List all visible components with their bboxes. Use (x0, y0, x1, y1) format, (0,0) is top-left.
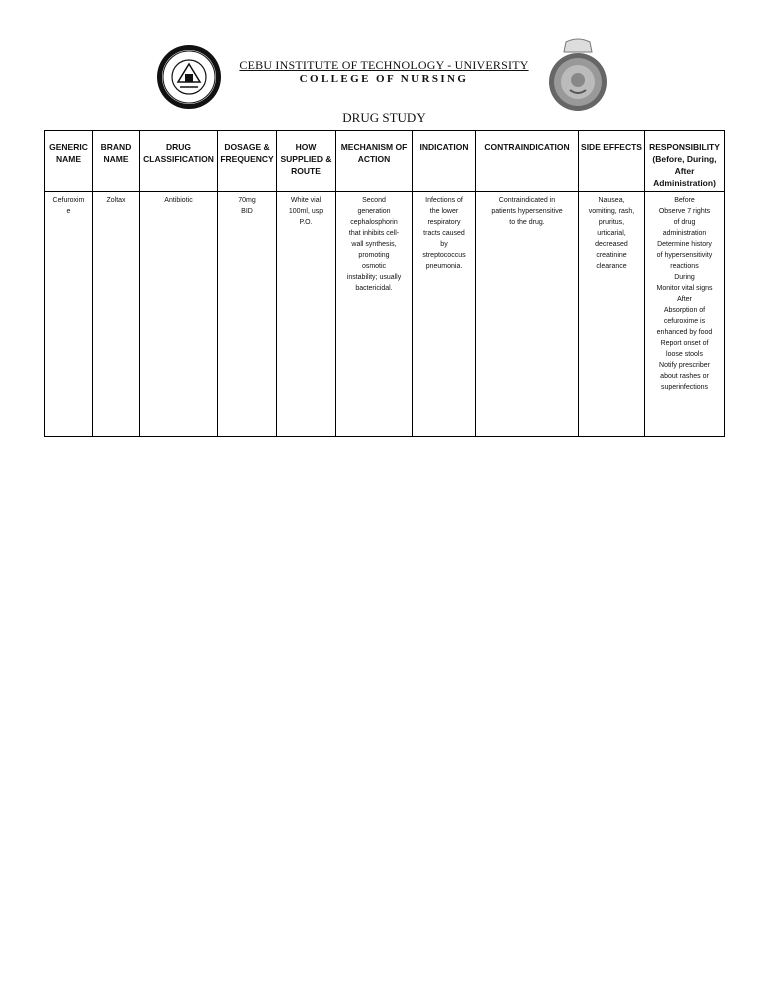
document-title: DRUG STUDY (342, 110, 426, 125)
cell-contraindication: Contraindicated in patients hypersensitive to the drug. (476, 192, 579, 437)
table-header-row (45, 131, 725, 192)
cell-dosage-frequency: 70mg BID (218, 192, 277, 437)
cell-responsibility: Before Observe 7 rights of drug administration Determine history of hypersensitivity reactions During Monitor vital signs After Absorption of cefuroxime is enhanced by food Report onset of loose stools Notify prescriber about rashes or superinfections (645, 192, 725, 437)
cell-drug-classification: Antibiotic (140, 192, 218, 437)
cell-how-supplied-route: White vial 100ml, usp P.O. (277, 192, 336, 437)
college-name: COLLEGE OF NURSING (299, 73, 469, 85)
table-row (45, 192, 725, 437)
header-how-supplied-route: HOW SUPPLIED & ROUTE (277, 131, 336, 192)
cell-mechanism-of-action: Second generation cephalosphorin that inhibits cell- wall synthesis, promoting osmotic instability; usually bactericidal. (336, 192, 413, 437)
header-dosage-frequency: DOSAGE & FREQUENCY (218, 131, 277, 192)
document-header (0, 36, 768, 116)
header-indication: INDICATION (413, 131, 476, 192)
drug-study-table (44, 130, 725, 437)
institution-name: CEBU INSTITUTE OF TECHNOLOGY - UNIVERSITY (239, 58, 529, 72)
cell-generic-name: Cefuroxim e (45, 192, 93, 437)
cell-side-effects: Nausea, vomiting, rash, pruritus, urticarial, decreased creatinine clearance (579, 192, 645, 437)
header-responsibility: RESPONSIBILITY (Before, During, After Administration) (645, 131, 725, 192)
college-of-nursing-seal-icon (546, 38, 610, 112)
cell-indication: Infections of the lower respiratory tracts caused by streptococcus pneumonia. (413, 192, 476, 437)
header-drug-classification: DRUG CLASSIFICATION (140, 131, 218, 192)
header-side-effects: SIDE EFFECTS (579, 131, 645, 192)
header-brand-name: BRAND NAME (93, 131, 140, 192)
header-generic-name: GENERIC NAME (45, 131, 93, 192)
header-mechanism-of-action: MECHANISM OF ACTION (336, 131, 413, 192)
cell-brand-name: Zoltax (93, 192, 140, 437)
header-contraindication: CONTRAINDICATION (476, 131, 579, 192)
